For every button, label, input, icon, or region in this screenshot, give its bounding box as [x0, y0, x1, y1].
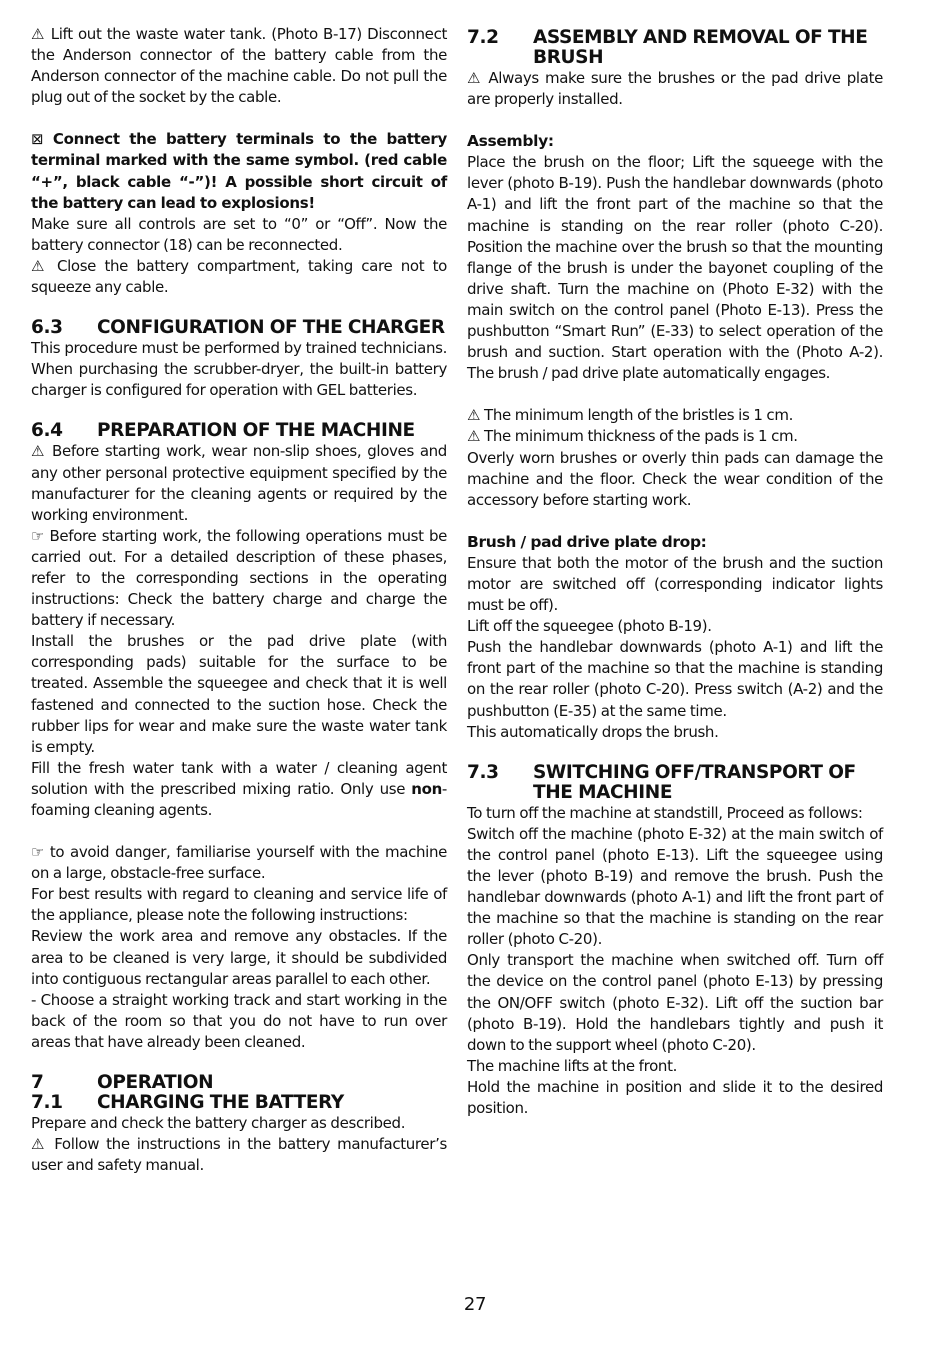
subheading-brush-drop: Brush / pad drive plate drop:	[467, 532, 707, 551]
warning-icon: ⚠	[31, 1135, 48, 1154]
paragraph-connect-warning: ⊠ Connect the battery terminals to the battery terminal marked with the same symbol. (red cable “+”, black cable “-”)! A possible short circuit of the battery can lead to explosions!	[31, 130, 447, 212]
paragraph-choose: - Choose a straight working track and start working in the back of the room so that you do not have to run over areas that have already been cleaned.	[31, 990, 447, 1051]
warning-icon: ⚠	[467, 427, 481, 446]
paragraph-close-compartment: ⚠ Close the battery compartment, taking care not to squeeze any cable.	[31, 256, 447, 297]
paragraph-fill: Fill the fresh water tank with a water / cleaning agent solution with the prescribed mixing ratio. Only use non-foaming cleaning agents.	[31, 758, 447, 819]
paragraph-worn: Overly worn brushes or overly thin pads can damage the machine and the floor. Check the wear condition of the accessory before starting work.	[467, 448, 883, 509]
paragraph-best-results: For best results with regard to cleaning and service life of the appliance, please note the following instructions:	[31, 885, 447, 925]
paragraph-drops: This automatically drops the brush.	[467, 722, 719, 741]
paragraph-install: Install the brushes or the pad drive plate (with corresponding pads) suitable for the surface to be treated. Assemble the squeegee and check that it is well fastened and connected to the suction hose. Check the rubber lips for wear and make sure the waste water tank is empty.	[31, 632, 447, 756]
paragraph-before-operations: ☞ Before starting work, the following operations must be carried out. For a detailed description of these phases, refer to the corresponding sections in the operating instructions: Check the battery charge and charge the battery if necessary.	[31, 526, 448, 630]
paragraph-switch-off: Switch off the machine (photo E-32) at the main switch of the control panel (photo E-13). Lift the squeegee using the lever (photo B-19) and remove the brush. Push the handlebar downwards (photo A-1) and lift the front part of the machine so that the machine is standing on the rear roller (photo C-20).	[467, 824, 883, 949]
left-column	[31, 24, 447, 1176]
paragraph-familiarise: ☞ to avoid danger, familiarise yourself with the machine on a large, obstacle-free surface.	[31, 843, 448, 883]
heading-6-4: 6.4 PREPARATION OF THE MACHINE	[31, 420, 415, 442]
paragraph-hold: Hold the machine in position and slide it to the desired position.	[467, 1077, 883, 1118]
paragraph-always: ⚠ Always make sure the brushes or the pad drive plate are properly installed.	[467, 69, 883, 109]
paragraph-config: This procedure must be performed by trained technicians. When purchasing the scrubber-dryer, the built-in battery charger is configured for operation with GEL batteries.	[31, 339, 447, 400]
subheading-assembly: Assembly:	[467, 132, 554, 151]
paragraph-controls: Make sure all controls are set to “0” or “Off”. Now the battery connector (18) can be reconnected.	[31, 214, 447, 254]
battery-caution-icon: ⊠	[31, 130, 44, 149]
heading-7: 7 OPERATION	[31, 1072, 214, 1094]
warning-icon: ⚠	[31, 442, 47, 461]
pointing-hand-icon: ☞	[31, 843, 45, 862]
paragraph-turn-off: To turn off the machine at standstill, Proceed as follows:	[467, 803, 863, 822]
paragraph-push: Push the handlebar downwards (photo A-1) and lift the front part of the machine so that the machine is standing on the rear roller (photo C-20). Press switch (A-2) and the pushbutton (E-35) at the same time.	[467, 638, 883, 720]
heading-7-2: 7.2 ASSEMBLY AND REMOVAL OF THE BRUSH	[467, 27, 868, 68]
paragraph-ensure: Ensure that both the motor of the brush and the suction motor are switched off (corresponding indicator lights must be off).	[467, 553, 883, 615]
page-number: 27	[463, 1294, 487, 1315]
warning-icon: ⚠	[31, 25, 46, 43]
warning-icon: ⚠	[467, 406, 481, 425]
paragraph-lifts: The machine lifts at the front.	[467, 1056, 678, 1075]
paragraph-prepare: Prepare and check the battery charger as described.	[31, 1114, 406, 1133]
warning-icon: ⚠	[467, 69, 483, 87]
paragraph-review: Review the work area and remove any obstacles. If the area to be cleaned is very large, it should be subdivided into contiguous rectangular areas parallel to each other.	[31, 927, 447, 988]
pointing-hand-icon: ☞	[31, 526, 45, 545]
paragraph-follow: ⚠ Follow the instructions in the battery manufacturer’s user and safety manual.	[31, 1135, 447, 1175]
warning-icon: ⚠	[31, 256, 49, 275]
paragraph-lift-squeegee: Lift off the squeegee (photo B-19).	[467, 617, 712, 636]
right-column	[467, 24, 883, 1119]
paragraph-transport: Only transport the machine when switched off. Turn off the device on the control panel (photo E-13) by pressing the ON/OFF switch (photo E-32). Lift off the suction bar (photo B-19). Hold the handlebars tightly and push it down to the support wheel (photo C-20).	[467, 951, 883, 1054]
heading-6-3: 6.3 CONFIGURATION OF THE CHARGER	[31, 317, 445, 339]
heading-7-1: 7.1 CHARGING THE BATTERY	[31, 1092, 344, 1114]
paragraph-min-pads: ⚠ The minimum thickness of the pads is 1 cm.	[467, 427, 798, 446]
paragraph-lift-tank: ⚠ Lift out the waste water tank. (Photo B-17) Disconnect the Anderson connector of the battery cable from the Anderson connector of the machine cable. Do not pull the plug out of the socket by the cable.	[31, 25, 447, 107]
heading-7-3: 7.3 SWITCHING OFF/TRANSPORT OF THE MACHINE	[467, 761, 856, 803]
paragraph-min-bristles: ⚠ The minimum length of the bristles is 1 cm.	[467, 406, 794, 425]
paragraph-assembly: Place the brush on the floor; Lift the squeege with the lever (photo B-19). Push the handlebar downwards (photo A-1) and lift the front part of the machine so that the machine is standing on the rear roller (photo C-20). Position the machine over the brush so that the mounting flange of the brush is under the bayonet coupling of the drive shaft. Turn the machine on (Photo E-32) with the main switch on the control panel (Photo E-13). Press the pushbutton “Smart Run” (E-33) to select operation of the brush and suction. Start operation with the (Photo A-2). The brush / pad drive plate automatically engages.	[467, 153, 883, 383]
paragraph-before-ppe: ⚠ Before starting work, wear non-slip shoes, gloves and any other personal protective equipment specified by the manufacturer for the cleaning agents or required by the working environment.	[31, 442, 447, 524]
